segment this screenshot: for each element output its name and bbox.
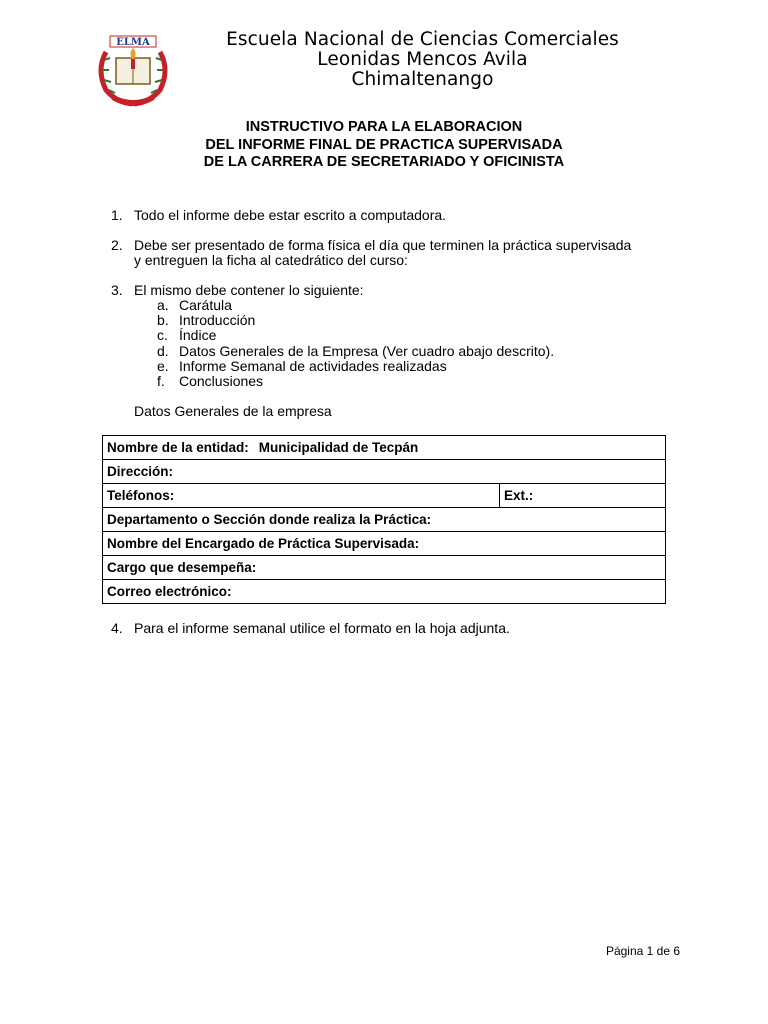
sublist-letter-a: a. [157,297,169,313]
document-title-line-2: DEL INFORME FINAL DE PRACTICA SUPERVISADA [205,136,563,153]
email-cell [103,580,666,604]
document-title [100,119,668,172]
page-number-footer: Página 1 de 6 [605,944,680,958]
list-number-1: 1. [111,207,123,223]
table-row [103,556,666,580]
position-cell [103,556,666,580]
school-name-line-3: Chimaltenango [351,69,494,90]
table-row [103,580,666,604]
entity-name-label: Nombre de la entidad: [107,440,249,455]
department-cell [103,508,666,532]
sublist-item-datos-generales: Datos Generales de la Empresa (Ver cuadro abajo descrito). [179,343,555,359]
list-item-2-line-1: Debe ser presentado de forma física el día que terminen la práctica supervisada [134,237,632,253]
list-item-3-text: El mismo debe contener lo siguiente: [134,282,364,298]
school-name-heading [170,30,675,90]
supervisor-cell [103,532,666,556]
sublist-letter-d: d. [157,343,169,359]
sublist-item-caratula: Carátula [179,297,232,313]
entity-name-value: Municipalidad de Tecpán [258,440,419,455]
extension-label: Ext.: [504,488,534,503]
table-row [103,532,666,556]
list-number-2: 2. [111,237,123,253]
table-row [103,484,666,508]
table-row [103,460,666,484]
sublist-item-conclusiones: Conclusiones [179,373,264,389]
list-number-3: 3. [111,282,123,298]
email-label: Correo electrónico: [107,584,232,599]
list-item-4-text: Para el informe semanal utilice el formato en la hoja adjunta. [134,620,510,636]
sublist-letter-b: b. [157,312,169,328]
document-title-line-3: DE LA CARRERA DE SECRETARIADO Y OFICINISTA [203,154,565,170]
address-label: Dirección: [107,464,174,479]
list-item-2-line-2: y entreguen la ficha al catedrático del curso: [134,252,408,268]
logo-text: ELMA [116,37,150,48]
address-cell [103,460,666,484]
entity-name-cell [103,436,666,460]
sublist-letter-e: e. [157,358,169,374]
supervisor-label: Nombre del Encargado de Práctica Supervisada: [107,536,420,551]
company-data-label: Datos Generales de la empresa [134,403,332,419]
phones-cell [103,484,500,508]
extension-cell [500,484,666,508]
list-number-4: 4. [111,620,123,636]
list-item-1-text: Todo el informe debe estar escrito a computadora. [134,207,447,223]
position-label: Cargo que desempeña: [107,560,257,575]
table-row [103,508,666,532]
sublist-letter-f: f. [157,373,165,389]
sublist-item-informe-semanal: Informe Semanal de actividades realizadas [179,358,447,374]
sublist-item-introduccion: Introducción [179,312,256,328]
school-crest-logo [92,30,174,108]
company-data-table [102,435,666,604]
phones-label: Teléfonos: [107,488,175,503]
sublist-item-indice: Índice [179,327,217,343]
school-name-line-2: Leonidas Mencos Avila [317,49,528,70]
school-name-line-1: Escuela Nacional de Ciencias Comerciales [226,29,619,50]
sublist-letter-c: c. [157,327,168,343]
table-row [103,436,666,460]
document-title-line-1: INSTRUCTIVO PARA LA ELABORACION [245,119,523,135]
department-label: Departamento o Sección donde realiza la Práctica: [107,512,432,527]
